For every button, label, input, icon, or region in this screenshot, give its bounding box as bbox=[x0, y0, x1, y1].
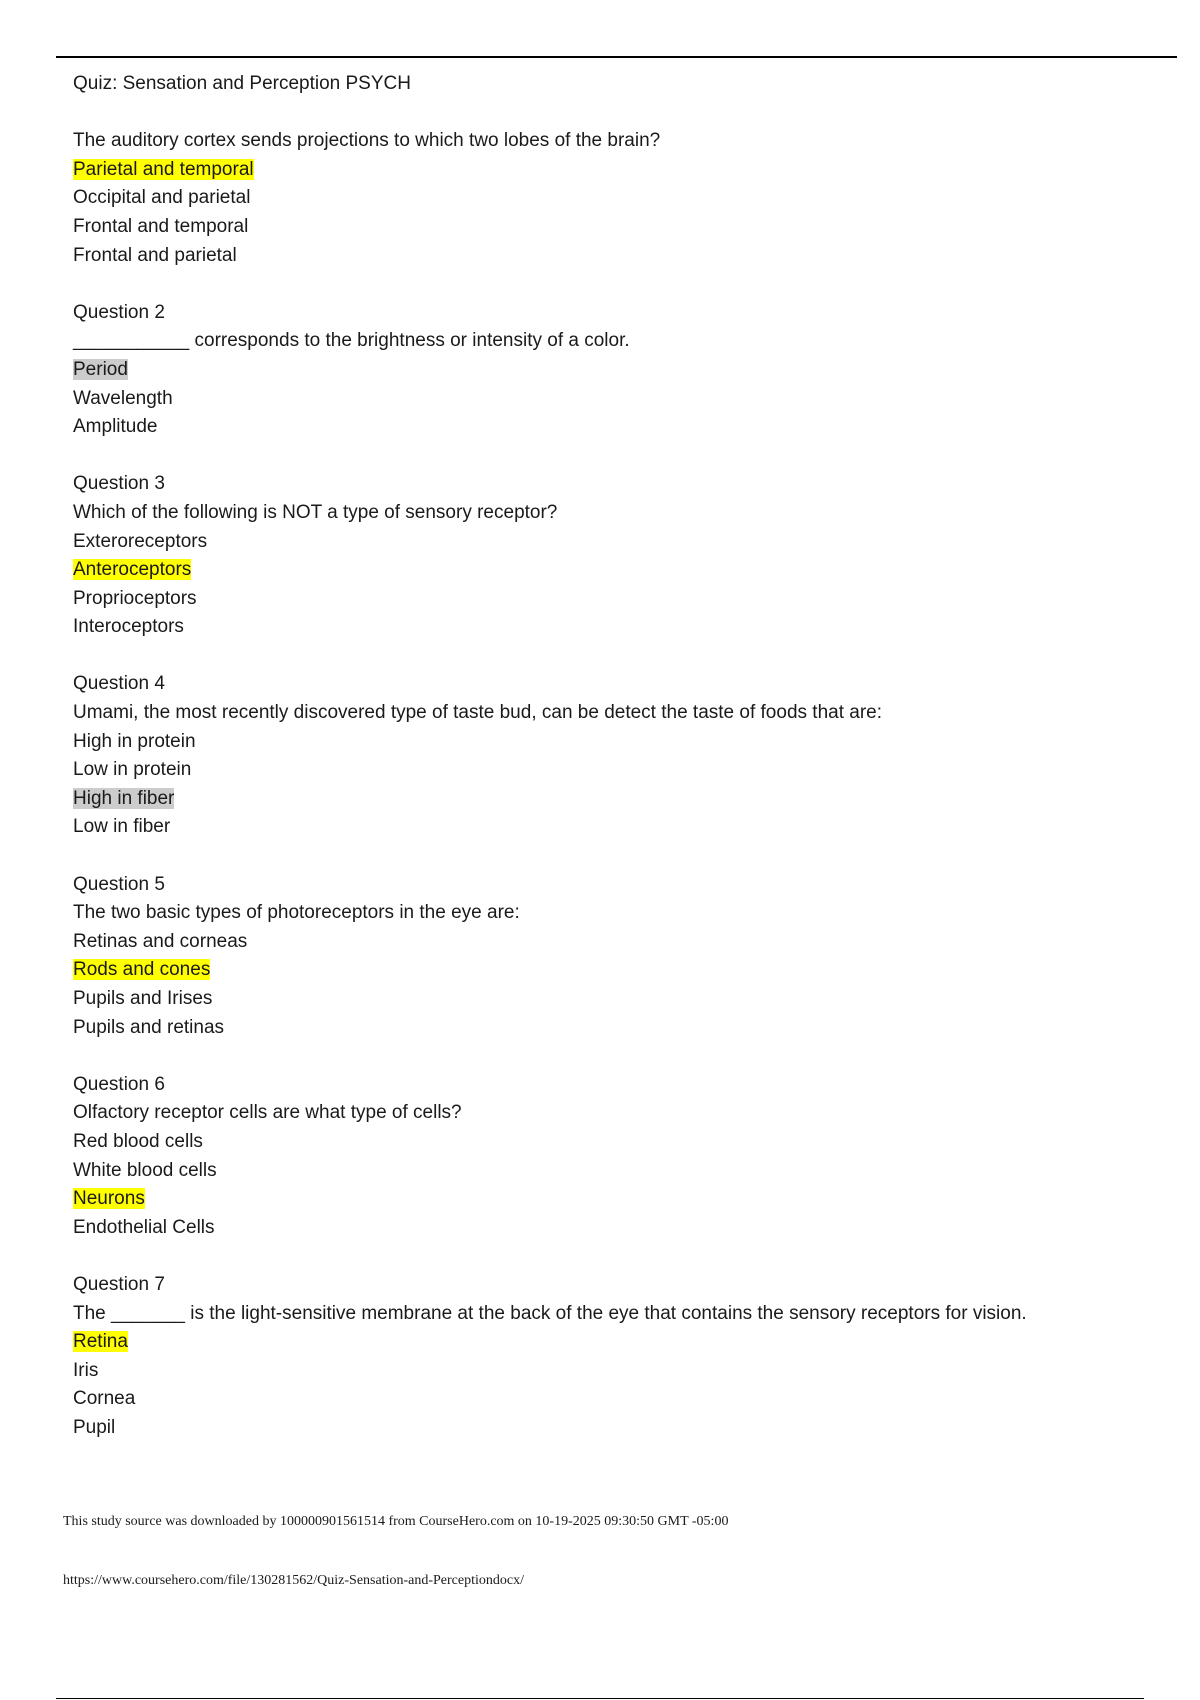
answer-text: Interoceptors bbox=[73, 616, 184, 638]
spacer bbox=[73, 270, 1173, 299]
quiz-content bbox=[73, 70, 1173, 1443]
answer-option bbox=[73, 956, 1173, 985]
highlighted-answer-text: High in fiber bbox=[73, 787, 175, 809]
answer-option bbox=[73, 613, 1173, 642]
spacer bbox=[73, 642, 1173, 671]
highlighted-answer-text: Retina bbox=[73, 1331, 128, 1353]
question-label: Question 4 bbox=[73, 673, 165, 695]
answer-option bbox=[73, 813, 1173, 842]
answer-option bbox=[73, 385, 1173, 414]
answer-option bbox=[73, 184, 1173, 213]
answer-option bbox=[73, 785, 1173, 814]
answer-option bbox=[73, 556, 1173, 585]
answer-text: Low in fiber bbox=[73, 816, 171, 838]
question-block bbox=[73, 470, 1173, 670]
answer-text: Occipital and parietal bbox=[73, 187, 251, 209]
question-block bbox=[73, 127, 1173, 299]
question-block bbox=[73, 1071, 1173, 1271]
answer-option bbox=[73, 728, 1173, 757]
spacer bbox=[73, 842, 1173, 871]
highlighted-answer-text: Anteroceptors bbox=[73, 559, 192, 581]
question-prompt: Umami, the most recently discovered type of taste bud, can be detect the taste of foods that are: bbox=[73, 702, 882, 724]
answer-option bbox=[73, 1185, 1173, 1214]
answer-option bbox=[73, 528, 1173, 557]
top-rule bbox=[56, 56, 1177, 58]
question-prompt: Which of the following is NOT a type of sensory receptor? bbox=[73, 501, 558, 523]
highlighted-answer-text: Neurons bbox=[73, 1188, 145, 1210]
answer-text: Exteroreceptors bbox=[73, 530, 208, 552]
answer-option bbox=[73, 928, 1173, 957]
answer-option bbox=[73, 1385, 1173, 1414]
answer-option bbox=[73, 1214, 1173, 1243]
question-prompt: The auditory cortex sends projections to which two lobes of the brain? bbox=[73, 130, 661, 152]
question-label: Question 2 bbox=[73, 301, 165, 323]
highlighted-answer-text: Period bbox=[73, 358, 128, 380]
answer-option bbox=[73, 756, 1173, 785]
answer-option bbox=[73, 242, 1173, 271]
answer-option bbox=[73, 1128, 1173, 1157]
answer-option bbox=[73, 413, 1173, 442]
answer-text: Pupils and Irises bbox=[73, 988, 213, 1009]
answer-text: Endothelial Cells bbox=[73, 1216, 215, 1238]
answer-option bbox=[73, 585, 1173, 614]
answer-option bbox=[73, 156, 1173, 185]
question-block bbox=[73, 670, 1173, 870]
answer-option bbox=[73, 1014, 1173, 1043]
spacer bbox=[73, 442, 1173, 471]
spacer bbox=[73, 1042, 1173, 1071]
answer-text: Pupils and retinas bbox=[73, 1016, 225, 1038]
answer-option bbox=[73, 1357, 1173, 1386]
question-label: Question 5 bbox=[73, 873, 165, 895]
question-label: Question 6 bbox=[73, 1073, 165, 1095]
answer-text: Retinas and corneas bbox=[73, 930, 248, 952]
answer-option bbox=[73, 356, 1173, 385]
question-list bbox=[73, 127, 1173, 1442]
answer-text: Cornea bbox=[73, 1388, 136, 1410]
bottom-rule bbox=[56, 1698, 1144, 1699]
question-label: Question 7 bbox=[73, 1273, 165, 1295]
question-prompt: Olfactory receptor cells are what type of cells? bbox=[73, 1102, 462, 1124]
answer-option bbox=[73, 985, 1173, 1014]
question-block bbox=[73, 299, 1173, 471]
answer-text: Iris bbox=[73, 1359, 99, 1381]
highlighted-answer-text: Rods and cones bbox=[73, 959, 211, 981]
answer-text: Proprioceptors bbox=[73, 587, 197, 609]
answer-option bbox=[73, 1328, 1173, 1357]
question-prompt: ___________ corresponds to the brightness or intensity of a color. bbox=[73, 330, 630, 352]
question-prompt: The _______ is the light-sensitive membrane at the back of the eye that contains the sensory receptors for vision. bbox=[73, 1302, 1027, 1324]
quiz-title: Quiz: Sensation and Perception PSYCH bbox=[73, 73, 411, 94]
question-prompt: The two basic types of photoreceptors in the eye are: bbox=[73, 902, 520, 924]
answer-text: Low in protein bbox=[73, 759, 192, 781]
question-label: Question 3 bbox=[73, 473, 165, 495]
answer-option bbox=[73, 1414, 1173, 1443]
answer-text: Wavelength bbox=[73, 387, 173, 409]
answer-text: Pupil bbox=[73, 1416, 116, 1438]
spacer bbox=[73, 99, 1173, 128]
question-block bbox=[73, 871, 1173, 1071]
answer-text: Red blood cells bbox=[73, 1130, 203, 1152]
highlighted-answer-text: Parietal and temporal bbox=[73, 158, 254, 180]
spacer bbox=[73, 1242, 1173, 1271]
download-notice: This study source was downloaded by 100000901561514 from CourseHero.com on 10-19-2025 09:30:50 GMT -05:00 bbox=[63, 1514, 729, 1529]
answer-text: Amplitude bbox=[73, 416, 158, 438]
answer-text: Frontal and temporal bbox=[73, 215, 249, 237]
answer-text: High in protein bbox=[73, 730, 196, 752]
answer-text: White blood cells bbox=[73, 1159, 217, 1181]
answer-option bbox=[73, 213, 1173, 242]
answer-option bbox=[73, 1157, 1173, 1186]
answer-text: Frontal and parietal bbox=[73, 244, 237, 266]
source-url[interactable]: https://www.coursehero.com/file/130281562/Quiz-Sensation-and-Perceptiondocx/ bbox=[63, 1573, 524, 1588]
question-block bbox=[73, 1271, 1173, 1443]
